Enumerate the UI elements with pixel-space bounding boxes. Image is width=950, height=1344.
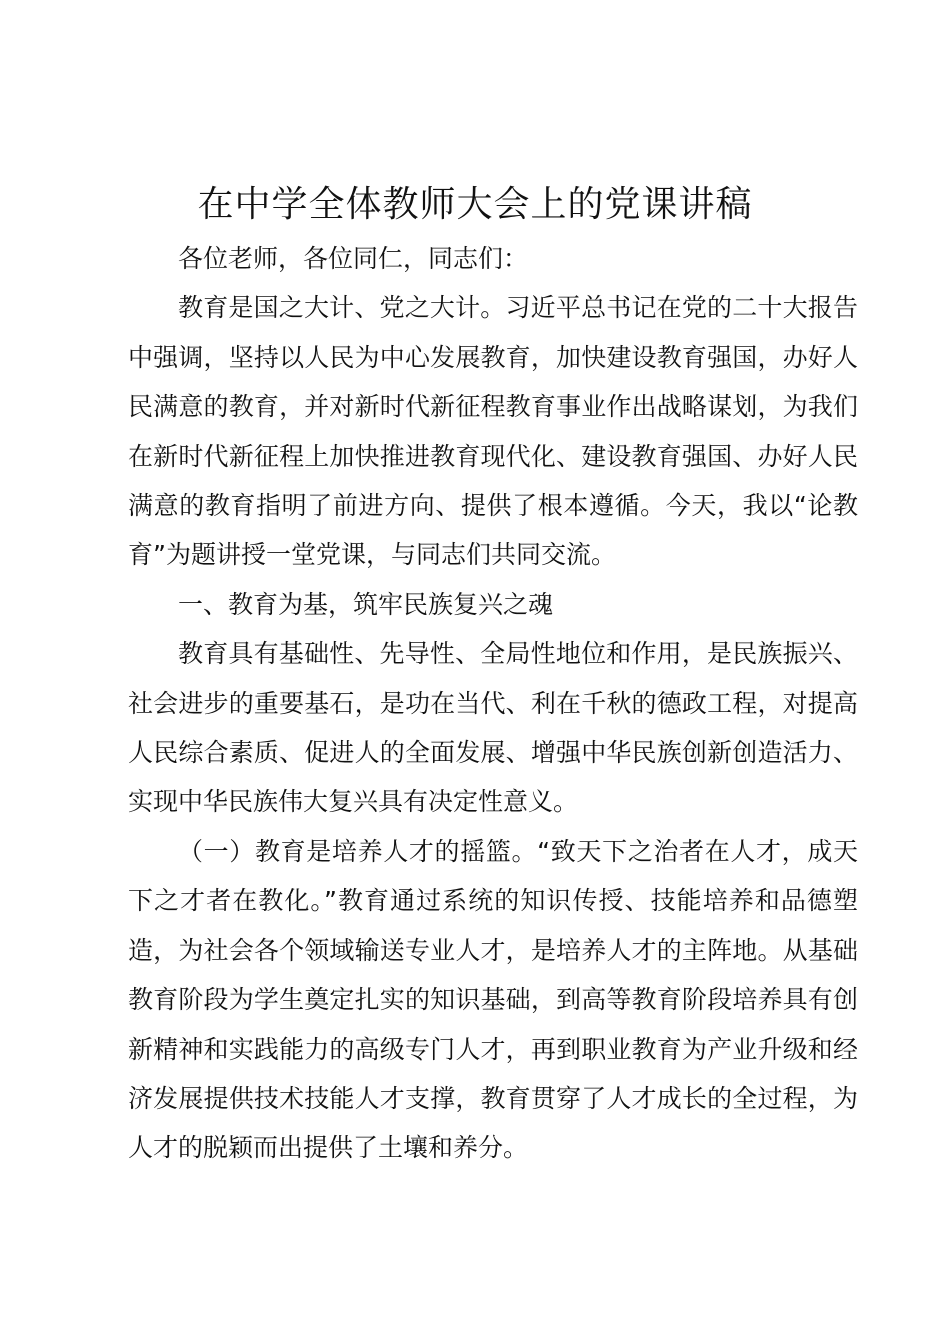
document-title: 在中学全体教师大会上的党课讲稿 xyxy=(197,184,753,225)
paragraph-subsection-1: （一）教育是培养人才的摇篮。“致天下之治者在人才，成天下之才者在教化。”教育通过系统的知识传授、技能培养和品德塑造，为社会各个领域输送专业人才，是培养人才的主阵地。从基础教育阶段为学生奠定扎实的知识基础，到高等教育阶段培养具有创新精神和实践能力的高级专门人才，再到职业教育为产业升级和经济发展提供技术技能人才支撑，教育贯穿了人才成长的全过程，为人才的脱颖而出提供了土壤和养分。 xyxy=(128,836,858,1163)
paragraph-intro: 教育是国之大计、党之大计。习近平总书记在党的二十大报告中强调，坚持以人民为中心发展教育，加快建设教育强国，办好人民满意的教育，并对新时代新征程教育事业作出战略谋划，为我们在新时代新征程上加快推进教育现代化、建设教育强国、办好人民满意的教育指明了前进方向、提供了根本遵循。今天，我以“论教育”为题讲授一堂党课，与同志们共同交流。 xyxy=(128,293,858,570)
document-body xyxy=(128,234,858,1173)
paragraph-section-1: 教育具有基础性、先导性、全局性地位和作用，是民族振兴、社会进步的重要基石，是功在当代、利在千秋的德政工程，对提高人民综合素质、促进人的全面发展、增强中华民族创新创造活力、实现中华民族伟大复兴具有决定性意义。 xyxy=(128,639,858,817)
greeting: 各位老师，各位同仁，同志们： xyxy=(178,244,529,273)
section-heading-1: 一、教育为基，筑牢民族复兴之魂 xyxy=(178,589,554,619)
